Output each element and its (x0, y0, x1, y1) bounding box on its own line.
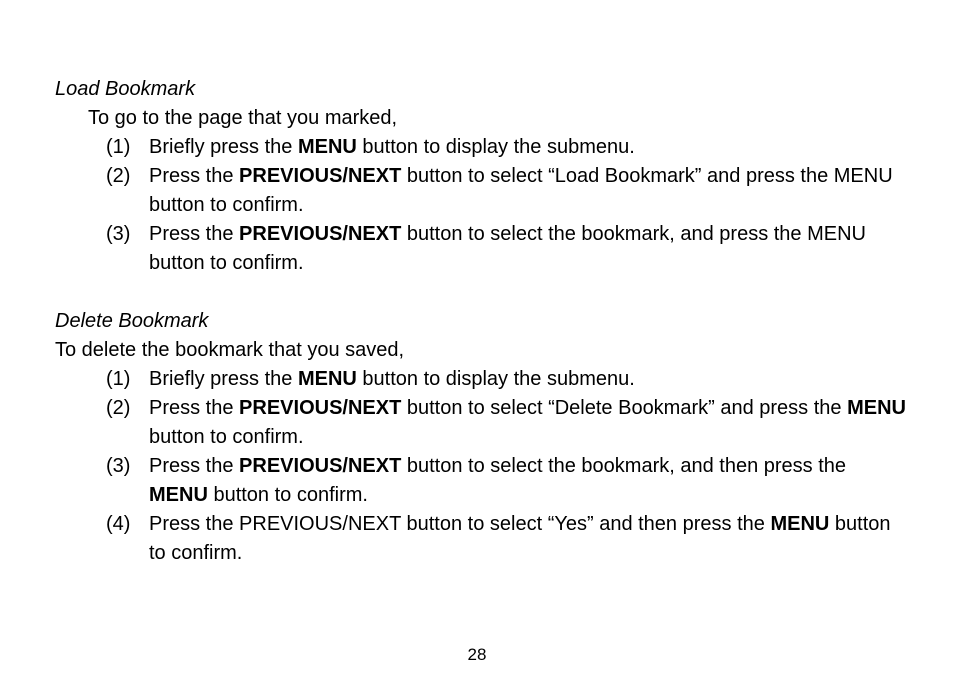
step-text: Press the PREVIOUS/NEXT button to select “Load Bookmark” and press the MENU button to confirm. (149, 165, 893, 216)
delete-step-2 (106, 394, 906, 452)
step-text: Press the PREVIOUS/NEXT button to select the bookmark, and press the MENU button to confirm. (149, 223, 866, 274)
load-step-1 (106, 133, 906, 162)
step-text: Press the PREVIOUS/NEXT button to select “Yes” and then press the MENU button to confirm. (149, 513, 891, 564)
step-number: (2) (106, 397, 131, 419)
step-number: (1) (106, 136, 131, 158)
step-text: Briefly press the MENU button to display the submenu. (149, 136, 635, 158)
step-text: Briefly press the MENU button to display the submenu. (149, 368, 635, 390)
step-number: (2) (106, 165, 131, 187)
step-number: (4) (106, 513, 131, 535)
step-number: (1) (106, 368, 131, 390)
load-step-2 (106, 162, 906, 220)
delete-bookmark-intro: To delete the bookmark that you saved, (55, 339, 405, 361)
step-number: (3) (106, 223, 131, 245)
page-number: 28 (467, 645, 487, 664)
step-text: Press the PREVIOUS/NEXT button to select “Delete Bookmark” and press the MENU button to confirm. (149, 397, 906, 448)
load-step-3 (106, 220, 906, 278)
delete-bookmark-heading: Delete Bookmark (55, 310, 209, 332)
load-bookmark-heading: Load Bookmark (55, 78, 196, 100)
step-number: (3) (106, 455, 131, 477)
load-bookmark-intro: To go to the page that you marked, (88, 107, 398, 129)
delete-step-1 (106, 365, 906, 394)
delete-step-4 (106, 510, 906, 568)
step-text: Press the PREVIOUS/NEXT button to select the bookmark, and then press the MENU button to confirm. (149, 455, 847, 506)
delete-step-3 (106, 452, 906, 510)
